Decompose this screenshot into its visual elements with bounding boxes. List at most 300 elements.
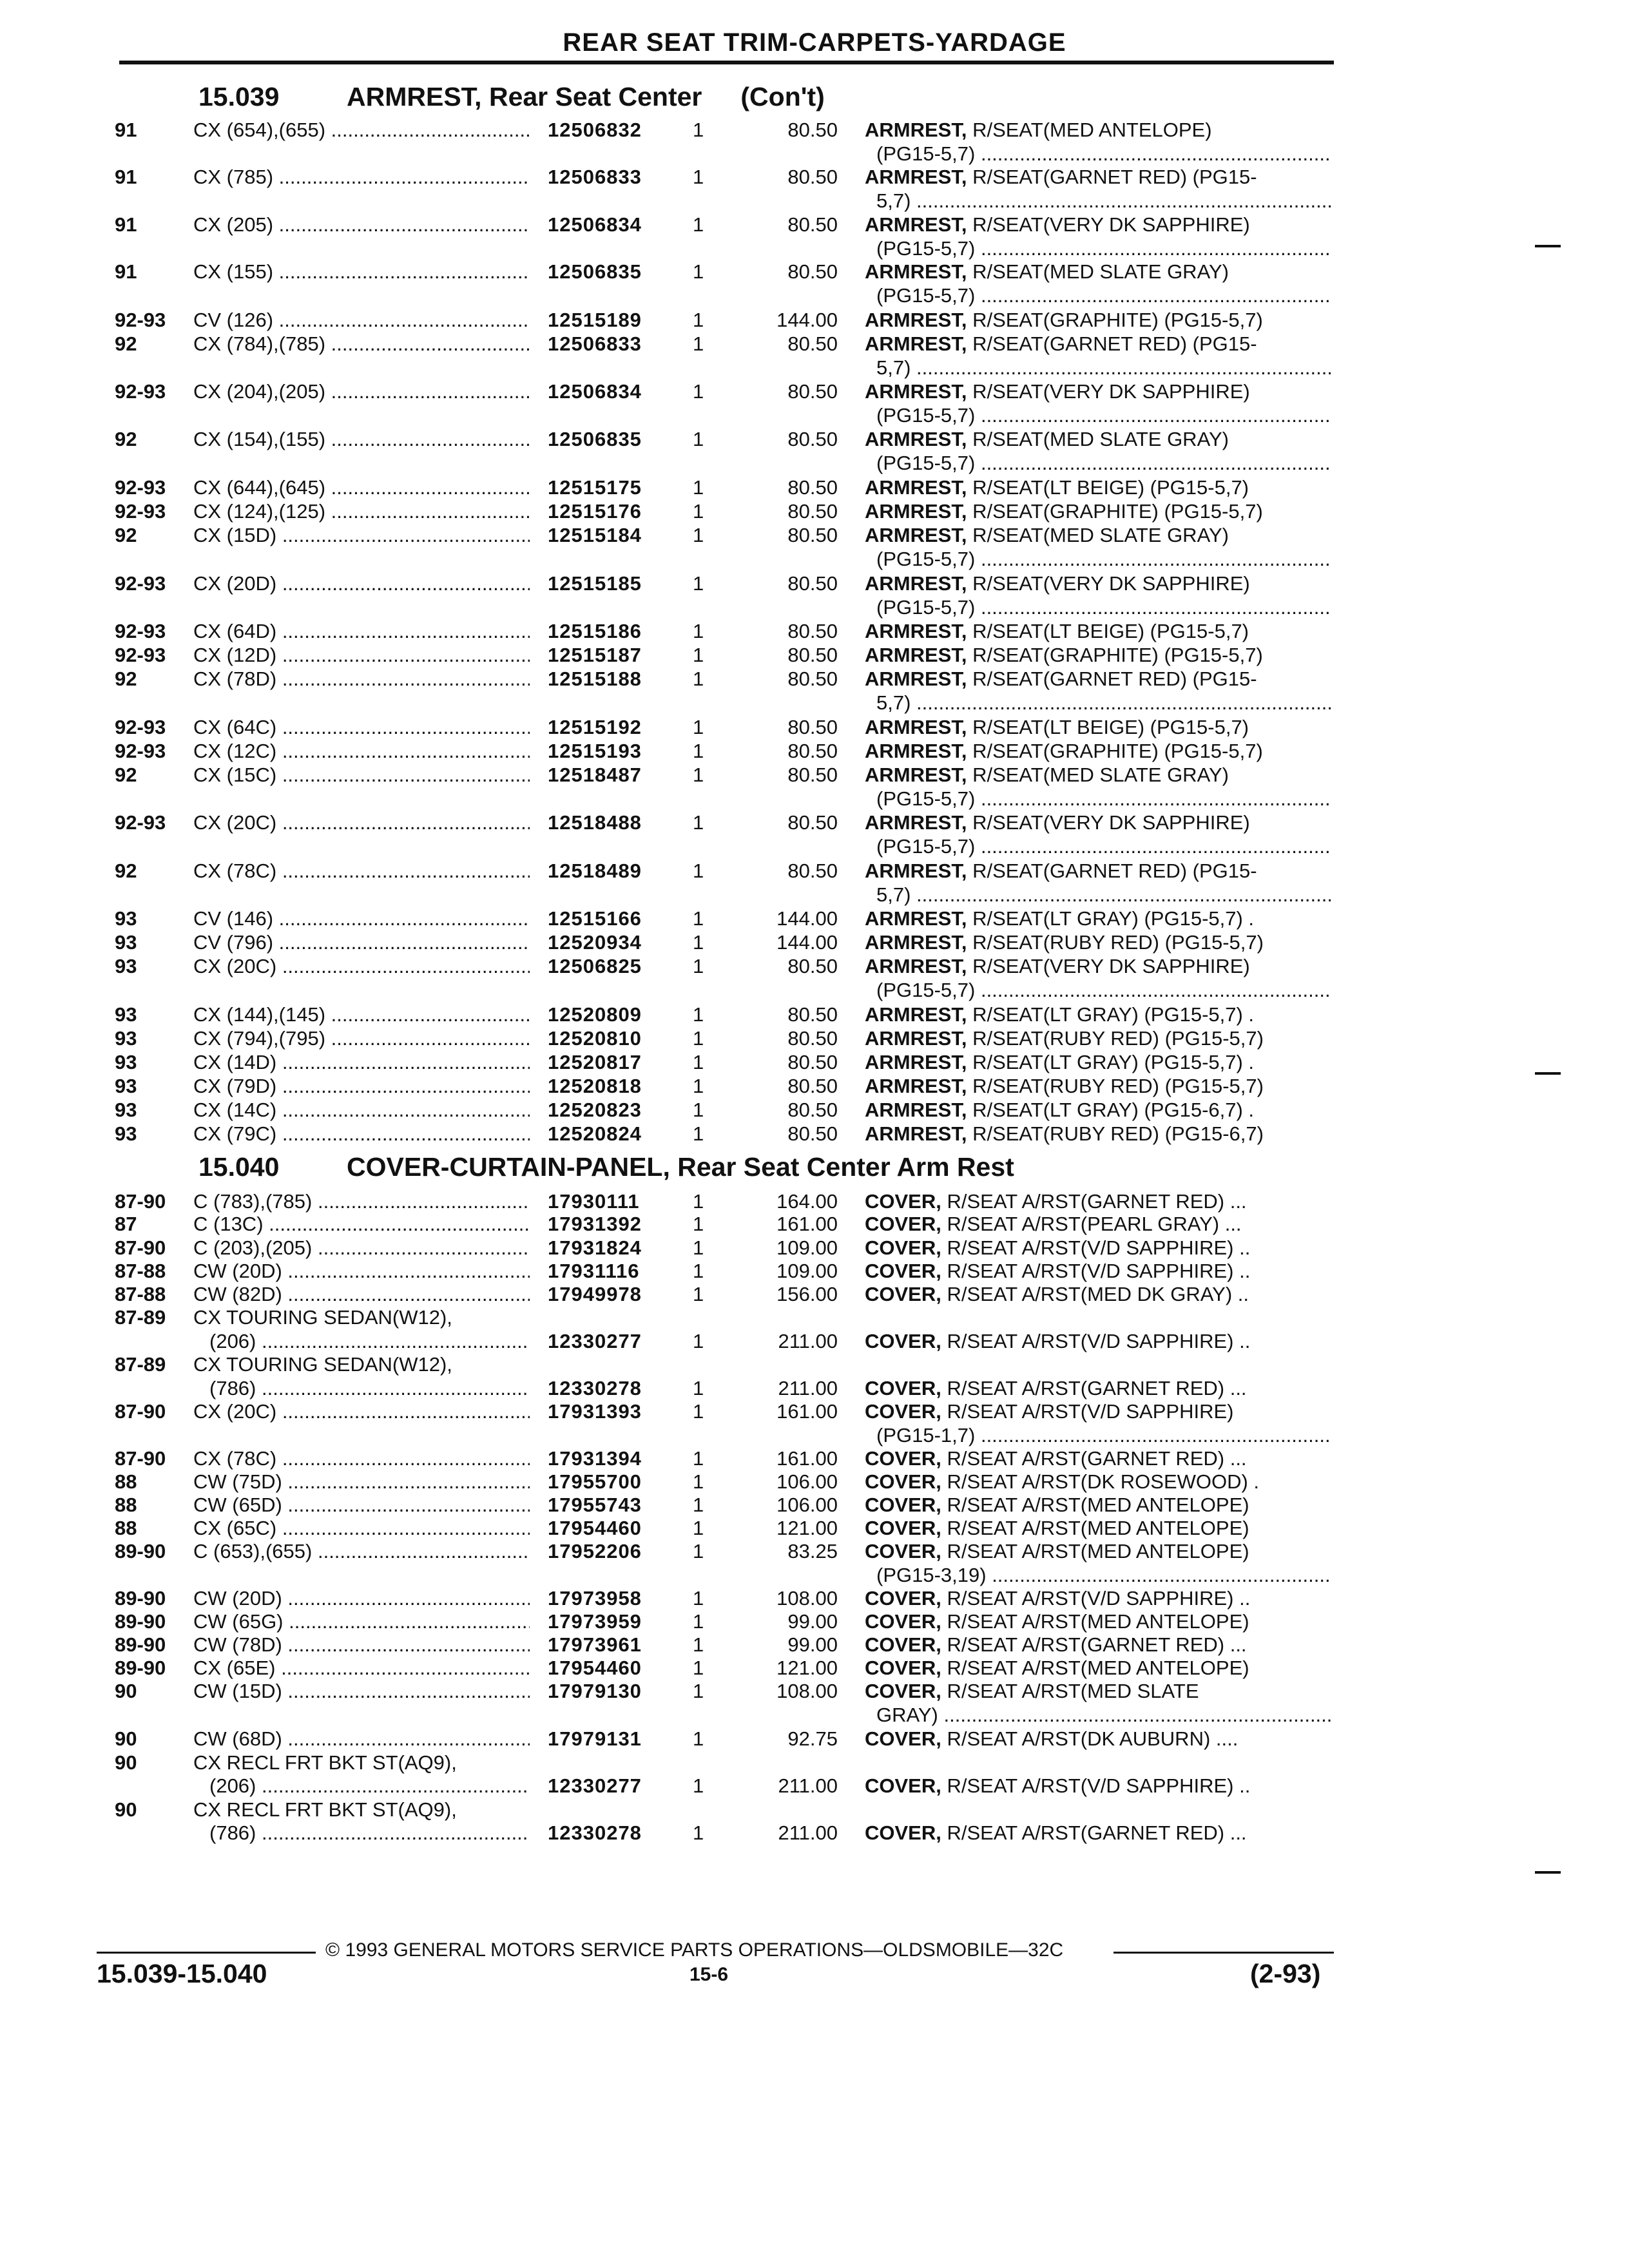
description-keyword: ARMREST,: [865, 764, 967, 786]
description-keyword: COVER,: [865, 1587, 941, 1610]
quantity-cell: 1: [693, 572, 704, 595]
part-number-cell: 12515192: [548, 716, 642, 738]
price-cell: 161.00: [776, 1213, 838, 1235]
quantity-cell: 1: [693, 1494, 704, 1516]
year-cell: 93: [115, 907, 137, 930]
year-cell: 89-90: [115, 1540, 166, 1562]
quantity-cell: 1: [693, 500, 704, 523]
year-cell: 89-90: [115, 1633, 166, 1656]
description-continuation: 5,7) .....: [876, 691, 1331, 715]
description-keyword: COVER,: [865, 1540, 941, 1562]
model-cell: CX TOURING SEDAN(W12),: [193, 1306, 452, 1329]
description-cell: COVER, R/SEAT A/RST(PEARL GRAY) ...: [865, 1213, 1242, 1235]
description-keyword: ARMREST,: [865, 119, 967, 141]
table-row: [0, 954, 1629, 1002]
margin-tick: [1535, 1072, 1561, 1075]
year-cell: 93: [115, 1099, 137, 1121]
description-cell: ARMREST, R/SEAT(GRAPHITE) (PG15-5,7): [865, 644, 1263, 666]
year-cell: 88: [115, 1517, 137, 1539]
price-cell: 144.00: [776, 907, 838, 930]
quantity-cell: 1: [693, 1680, 704, 1702]
description-keyword: COVER,: [865, 1680, 941, 1702]
quantity-cell: 1: [693, 119, 704, 141]
footer-rule-left: [97, 1952, 316, 1954]
description-cell: COVER, R/SEAT A/RST(V/D SAPPHIRE) ..: [865, 1330, 1251, 1352]
description-keyword: ARMREST,: [865, 620, 967, 642]
table-row: [0, 476, 1629, 499]
year-cell: 89-90: [115, 1587, 166, 1610]
quantity-cell: 1: [693, 716, 704, 738]
quantity-cell: 1: [693, 332, 704, 355]
quantity-cell: 1: [693, 1447, 704, 1470]
part-number-cell: 17979130: [548, 1680, 642, 1702]
description-keyword: ARMREST,: [865, 811, 967, 834]
price-cell: 121.00: [776, 1517, 838, 1539]
part-number-cell: 17949978: [548, 1283, 642, 1305]
description-keyword: ARMREST,: [865, 1122, 967, 1145]
description-cell: COVER, R/SEAT A/RST(MED ANTELOPE): [865, 1540, 1249, 1562]
description-continuation: (PG15-5,7) .....: [876, 284, 1331, 307]
description-keyword: COVER,: [865, 1330, 941, 1352]
part-number-cell: 12515175: [548, 476, 642, 499]
year-cell: 92-93: [115, 476, 166, 499]
year-cell: 93: [115, 1051, 137, 1073]
year-cell: 92-93: [115, 309, 166, 331]
model-cell: CX (78C) .....: [193, 1446, 530, 1470]
model-cell: CX (64C) .....: [193, 715, 530, 739]
table-row: [0, 1399, 1629, 1447]
part-number-cell: 12506835: [548, 260, 642, 283]
table-row: [0, 1539, 1629, 1587]
description-cell: COVER, R/SEAT A/RST(MED SLATE: [865, 1680, 1199, 1702]
part-number-cell: 12515185: [548, 572, 642, 595]
model-cell: CX (794),(795) .....: [193, 1026, 530, 1050]
quantity-cell: 1: [693, 668, 704, 690]
year-cell: 92: [115, 860, 137, 882]
year-cell: 92: [115, 428, 137, 450]
model-cell: CX TOURING SEDAN(W12),: [193, 1353, 452, 1376]
table-row: [0, 1352, 1629, 1376]
table-row: [0, 1189, 1629, 1213]
table-row: [0, 1236, 1629, 1260]
quantity-cell: 1: [693, 309, 704, 331]
description-continuation: 5,7) .....: [876, 883, 1331, 907]
price-cell: 108.00: [776, 1680, 838, 1702]
description-cell: ARMREST, R/SEAT(RUBY RED) (PG15-5,7): [865, 1027, 1264, 1050]
table-row: [0, 763, 1629, 811]
description-cell: COVER, R/SEAT A/RST(V/D SAPPHIRE): [865, 1400, 1234, 1423]
model-cell: CW (20D) .....: [193, 1259, 530, 1283]
description-continuation: (PG15-5,7) .....: [876, 834, 1331, 858]
table-row: [0, 1003, 1629, 1026]
table-row: [0, 859, 1629, 907]
price-cell: 80.50: [787, 811, 838, 834]
description-continuation: (PG15-5,7) .....: [876, 451, 1331, 475]
price-cell: 80.50: [787, 524, 838, 546]
description-keyword: ARMREST,: [865, 716, 967, 738]
description-keyword: ARMREST,: [865, 1075, 967, 1097]
table-row: [0, 572, 1629, 619]
part-number-cell: 17931392: [548, 1213, 642, 1235]
section-number: 15.040: [198, 1152, 280, 1182]
part-number-cell: 12515187: [548, 644, 642, 666]
year-cell: 90: [115, 1798, 137, 1821]
year-cell: 91: [115, 213, 137, 236]
description-cell: COVER, R/SEAT A/RST(DK ROSEWOOD) .: [865, 1470, 1260, 1493]
model-cell: CX (14D) .....: [193, 1050, 530, 1074]
description-cell: COVER, R/SEAT A/RST(GARNET RED) ...: [865, 1190, 1247, 1213]
description-cell: COVER, R/SEAT A/RST(MED ANTELOPE): [865, 1657, 1249, 1679]
year-cell: 92-93: [115, 572, 166, 595]
part-number-cell: 12506835: [548, 428, 642, 450]
description-cell: COVER, R/SEAT A/RST(GARNET RED) ...: [865, 1821, 1247, 1844]
quantity-cell: 1: [693, 1122, 704, 1145]
model-cell: C (203),(205) .....: [193, 1236, 530, 1260]
margin-tick: [1535, 245, 1561, 247]
footer-section-range: 15.039-15.040: [97, 1959, 267, 1988]
year-cell: 87-90: [115, 1447, 166, 1470]
description-cell: ARMREST, R/SEAT(MED SLATE GRAY): [865, 260, 1229, 283]
description-keyword: COVER,: [865, 1633, 941, 1656]
table-row: [0, 260, 1629, 307]
description-cell: ARMREST, R/SEAT(GARNET RED) (PG15-: [865, 166, 1257, 188]
year-cell: 88: [115, 1494, 137, 1516]
description-keyword: ARMREST,: [865, 1051, 967, 1073]
model-cell: CV (126) .....: [193, 308, 530, 332]
description-continuation: GRAY) .....: [876, 1703, 1331, 1727]
price-cell: 99.00: [787, 1633, 838, 1656]
quantity-cell: 1: [693, 1774, 704, 1797]
description-cell: ARMREST, R/SEAT(LT GRAY) (PG15-6,7) .: [865, 1099, 1255, 1121]
table-row: [0, 1516, 1629, 1540]
description-cell: ARMREST, R/SEAT(RUBY RED) (PG15-5,7): [865, 931, 1264, 954]
year-cell: 90: [115, 1727, 137, 1750]
section-heading-15-040: [116, 1152, 1053, 1183]
table-row: [0, 1212, 1629, 1236]
description-continuation: (PG15-5,7) .....: [876, 236, 1331, 260]
year-cell: 89-90: [115, 1657, 166, 1679]
quantity-cell: 1: [693, 380, 704, 403]
model-cell: CX (784),(785) .....: [193, 332, 530, 356]
year-cell: 92: [115, 332, 137, 355]
table-row: [0, 1026, 1629, 1050]
description-keyword: ARMREST,: [865, 380, 967, 403]
year-cell: 90: [115, 1680, 137, 1702]
model-cell: CX (124),(125) .....: [193, 499, 530, 523]
part-number-cell: 17973958: [548, 1587, 642, 1610]
model-cell: CX RECL FRT BKT ST(AQ9),: [193, 1751, 457, 1774]
table-row: [0, 1610, 1629, 1633]
description-cell: ARMREST, R/SEAT(RUBY RED) (PG15-5,7): [865, 1075, 1264, 1097]
part-number-cell: 12330277: [548, 1330, 642, 1352]
table-row: [0, 1586, 1629, 1610]
description-cell: COVER, R/SEAT A/RST(V/D SAPPHIRE) ..: [865, 1260, 1251, 1282]
price-cell: 80.50: [787, 428, 838, 450]
year-cell: 92-93: [115, 740, 166, 762]
year-cell: 93: [115, 955, 137, 977]
table-row: [0, 930, 1629, 954]
year-cell: 92: [115, 524, 137, 546]
part-number-cell: 12515186: [548, 620, 642, 642]
year-cell: 93: [115, 931, 137, 954]
year-cell: 89-90: [115, 1610, 166, 1633]
model-cell: CX (785) .....: [193, 165, 530, 189]
table-row: [0, 380, 1629, 427]
part-number-cell: 17931394: [548, 1447, 642, 1470]
quantity-cell: 1: [693, 1075, 704, 1097]
description-cell: ARMREST, R/SEAT(GRAPHITE) (PG15-5,7): [865, 309, 1263, 331]
description-cell: COVER, R/SEAT A/RST(MED ANTELOPE): [865, 1494, 1249, 1516]
table-row: [0, 643, 1629, 667]
quantity-cell: 1: [693, 811, 704, 834]
table-row: [0, 332, 1629, 380]
description-keyword: COVER,: [865, 1470, 941, 1493]
description-cell: ARMREST, R/SEAT(GARNET RED) (PG15-: [865, 668, 1257, 690]
part-number-cell: 12330277: [548, 1774, 642, 1797]
price-cell: 144.00: [776, 931, 838, 954]
table-row: [0, 1122, 1629, 1146]
model-cell: CX (12D) .....: [193, 643, 530, 667]
quantity-cell: 1: [693, 1657, 704, 1679]
part-number-cell: 17955700: [548, 1470, 642, 1493]
price-cell: 106.00: [776, 1494, 838, 1516]
description-keyword: ARMREST,: [865, 524, 967, 546]
table-row: [0, 1259, 1629, 1283]
description-continuation: (PG15-5,7) .....: [876, 403, 1331, 427]
price-cell: 109.00: [776, 1260, 838, 1282]
year-cell: 87-90: [115, 1190, 166, 1213]
quantity-cell: 1: [693, 476, 704, 499]
margin-tick: [1535, 1871, 1561, 1874]
description-continuation: (PG15-5,7) .....: [876, 142, 1331, 166]
table-row: [0, 1050, 1629, 1074]
part-number-cell: 12520810: [548, 1027, 642, 1050]
description-cell: ARMREST, R/SEAT(GARNET RED) (PG15-: [865, 332, 1257, 355]
description-keyword: ARMREST,: [865, 213, 967, 236]
table-row: [0, 1727, 1629, 1751]
model-cell: CX (204),(205) .....: [193, 380, 530, 403]
description-keyword: COVER,: [865, 1400, 941, 1423]
price-cell: 211.00: [778, 1377, 838, 1399]
table-row: [0, 1493, 1629, 1517]
description-keyword: ARMREST,: [865, 668, 967, 690]
year-cell: 92-93: [115, 620, 166, 642]
page-title: REAR SEAT TRIM-CARPETS-YARDAGE: [563, 28, 1066, 57]
model-cell: CX (205) .....: [193, 213, 530, 236]
part-number-cell: 12515193: [548, 740, 642, 762]
part-number-cell: 17930111: [548, 1190, 640, 1213]
description-cell: ARMREST, R/SEAT(LT GRAY) (PG15-5,7) .: [865, 1003, 1255, 1026]
price-cell: 80.50: [787, 620, 838, 642]
year-cell: 93: [115, 1003, 137, 1026]
model-cell: CW (65G) .....: [193, 1610, 530, 1633]
table-row: [0, 165, 1629, 213]
quantity-cell: 1: [693, 1540, 704, 1562]
price-cell: 164.00: [776, 1190, 838, 1213]
quantity-cell: 1: [693, 764, 704, 786]
description-cell: ARMREST, R/SEAT(VERY DK SAPPHIRE): [865, 955, 1250, 977]
part-number-cell: 12520809: [548, 1003, 642, 1026]
part-number-cell: 12330278: [548, 1821, 642, 1844]
description-continuation: 5,7) .....: [876, 356, 1331, 380]
description-continuation: (PG15-3,19) .....: [876, 1563, 1331, 1587]
quantity-cell: 1: [693, 1633, 704, 1656]
year-cell: 87-90: [115, 1400, 166, 1423]
description-keyword: COVER,: [865, 1657, 941, 1679]
quantity-cell: 1: [693, 1610, 704, 1633]
model-cell: (206) .....: [209, 1774, 530, 1798]
part-number-cell: 12515176: [548, 500, 642, 523]
price-cell: 161.00: [776, 1447, 838, 1470]
quantity-cell: 1: [693, 620, 704, 642]
description-cell: ARMREST, R/SEAT(MED SLATE GRAY): [865, 764, 1229, 786]
description-cell: ARMREST, R/SEAT(LT GRAY) (PG15-5,7) .: [865, 907, 1255, 930]
price-cell: 99.00: [787, 1610, 838, 1633]
table-row: [0, 1656, 1629, 1680]
description-keyword: ARMREST,: [865, 476, 967, 499]
year-cell: 88: [115, 1470, 137, 1493]
price-cell: 80.50: [787, 860, 838, 882]
table-row: [0, 1633, 1629, 1657]
price-cell: 121.00: [776, 1657, 838, 1679]
model-cell: CX (154),(155) .....: [193, 427, 530, 451]
price-cell: 83.25: [787, 1540, 838, 1562]
description-continuation: (PG15-5,7) .....: [876, 547, 1331, 571]
part-number-cell: 17954460: [548, 1517, 642, 1539]
quantity-cell: 1: [693, 1236, 704, 1259]
model-cell: CX (644),(645) .....: [193, 476, 530, 499]
footer-copyright: © 1993 GENERAL MOTORS SERVICE PARTS OPERATIONS—OLDSMOBILE—32C: [325, 1939, 1064, 1961]
part-number-cell: 12515189: [548, 309, 642, 331]
table-row: [0, 1821, 1629, 1845]
description-keyword: ARMREST,: [865, 332, 967, 355]
price-cell: 106.00: [776, 1470, 838, 1493]
part-number-cell: 12515188: [548, 668, 642, 690]
description-cell: COVER, R/SEAT A/RST(V/D SAPPHIRE) ..: [865, 1774, 1251, 1797]
model-cell: CW (20D) .....: [193, 1586, 530, 1610]
year-cell: 90: [115, 1751, 137, 1774]
model-cell: CV (796) .....: [193, 930, 530, 954]
quantity-cell: 1: [693, 213, 704, 236]
part-number-cell: 12518488: [548, 811, 642, 834]
table-row: [0, 715, 1629, 739]
table-row: [0, 1774, 1629, 1798]
description-keyword: COVER,: [865, 1260, 941, 1282]
description-keyword: COVER,: [865, 1774, 941, 1797]
description-cell: ARMREST, R/SEAT(GARNET RED) (PG15-: [865, 860, 1257, 882]
price-cell: 80.50: [787, 119, 838, 141]
quantity-cell: 1: [693, 1099, 704, 1121]
table-row: [0, 1074, 1629, 1098]
price-cell: 80.50: [787, 716, 838, 738]
table-row: [0, 499, 1629, 523]
year-cell: 93: [115, 1122, 137, 1145]
description-keyword: COVER,: [865, 1377, 941, 1399]
model-cell: CX (65E) .....: [193, 1656, 530, 1680]
footer-date: (2-93): [1250, 1959, 1321, 1988]
table-row: [0, 811, 1629, 858]
year-cell: 93: [115, 1075, 137, 1097]
quantity-cell: 1: [693, 955, 704, 977]
year-cell: 87-88: [115, 1283, 166, 1305]
price-cell: 144.00: [776, 309, 838, 331]
table-row: [0, 619, 1629, 643]
price-cell: 80.50: [787, 644, 838, 666]
model-cell: CX (20D) .....: [193, 572, 530, 595]
description-keyword: COVER,: [865, 1236, 941, 1259]
part-number-cell: 12515166: [548, 907, 642, 930]
model-cell: CX (654),(655) .....: [193, 118, 530, 142]
part-number-cell: 12518489: [548, 860, 642, 882]
quantity-cell: 1: [693, 1260, 704, 1282]
model-cell: CX (155) .....: [193, 260, 530, 284]
table-row: [0, 739, 1629, 763]
model-cell: CW (65D) .....: [193, 1493, 530, 1517]
part-number-cell: 12506833: [548, 166, 642, 188]
price-cell: 161.00: [776, 1400, 838, 1423]
table-row: [0, 1376, 1629, 1400]
footer-page-number: 15-6: [689, 1964, 729, 1985]
price-cell: 80.50: [787, 332, 838, 355]
table-row: [0, 523, 1629, 571]
description-cell: COVER, R/SEAT A/RST(MED ANTELOPE): [865, 1517, 1249, 1539]
part-number-cell: 17979131: [548, 1727, 642, 1750]
price-cell: 80.50: [787, 476, 838, 499]
part-number-cell: 17931116: [548, 1260, 640, 1282]
quantity-cell: 1: [693, 860, 704, 882]
part-number-cell: 12520934: [548, 931, 642, 954]
price-cell: 109.00: [776, 1236, 838, 1259]
description-keyword: ARMREST,: [865, 1027, 967, 1050]
table-row: [0, 1282, 1629, 1306]
description-keyword: ARMREST,: [865, 740, 967, 762]
model-cell: CX (65C) .....: [193, 1516, 530, 1540]
year-cell: 91: [115, 260, 137, 283]
description-cell: COVER, R/SEAT A/RST(GARNET RED) ...: [865, 1447, 1247, 1470]
description-cell: ARMREST, R/SEAT(VERY DK SAPPHIRE): [865, 572, 1250, 595]
part-number-cell: 17952206: [548, 1540, 642, 1562]
part-number-cell: 12506825: [548, 955, 642, 977]
part-number-cell: 12515184: [548, 524, 642, 546]
model-cell: CW (82D) .....: [193, 1282, 530, 1306]
quantity-cell: 1: [693, 1377, 704, 1399]
description-cell: COVER, R/SEAT A/RST(V/D SAPPHIRE) ..: [865, 1236, 1251, 1259]
part-number-cell: 17973959: [548, 1610, 642, 1633]
quantity-cell: 1: [693, 1821, 704, 1844]
description-cell: ARMREST, R/SEAT(VERY DK SAPPHIRE): [865, 811, 1250, 834]
table-row: [0, 1329, 1629, 1353]
model-cell: CX (12C) .....: [193, 739, 530, 763]
description-continuation: (PG15-5,7) .....: [876, 595, 1331, 619]
table-row: [0, 1446, 1629, 1470]
quantity-cell: 1: [693, 907, 704, 930]
price-cell: 92.75: [787, 1727, 838, 1750]
table-row: [0, 427, 1629, 475]
year-cell: 92-93: [115, 500, 166, 523]
description-cell: COVER, R/SEAT A/RST(MED DK GRAY) ..: [865, 1283, 1249, 1305]
part-number-cell: 12506832: [548, 119, 642, 141]
description-cell: ARMREST, R/SEAT(MED SLATE GRAY): [865, 524, 1229, 546]
description-cell: ARMREST, R/SEAT(GRAPHITE) (PG15-5,7): [865, 500, 1263, 523]
table-row: [0, 308, 1629, 332]
model-cell: CX (20C) .....: [193, 1399, 530, 1423]
quantity-cell: 1: [693, 166, 704, 188]
model-cell: CV (146) .....: [193, 907, 530, 930]
year-cell: 87-89: [115, 1353, 166, 1376]
year-cell: 87-89: [115, 1306, 166, 1329]
table-row: [0, 1798, 1629, 1821]
year-cell: 92-93: [115, 644, 166, 666]
